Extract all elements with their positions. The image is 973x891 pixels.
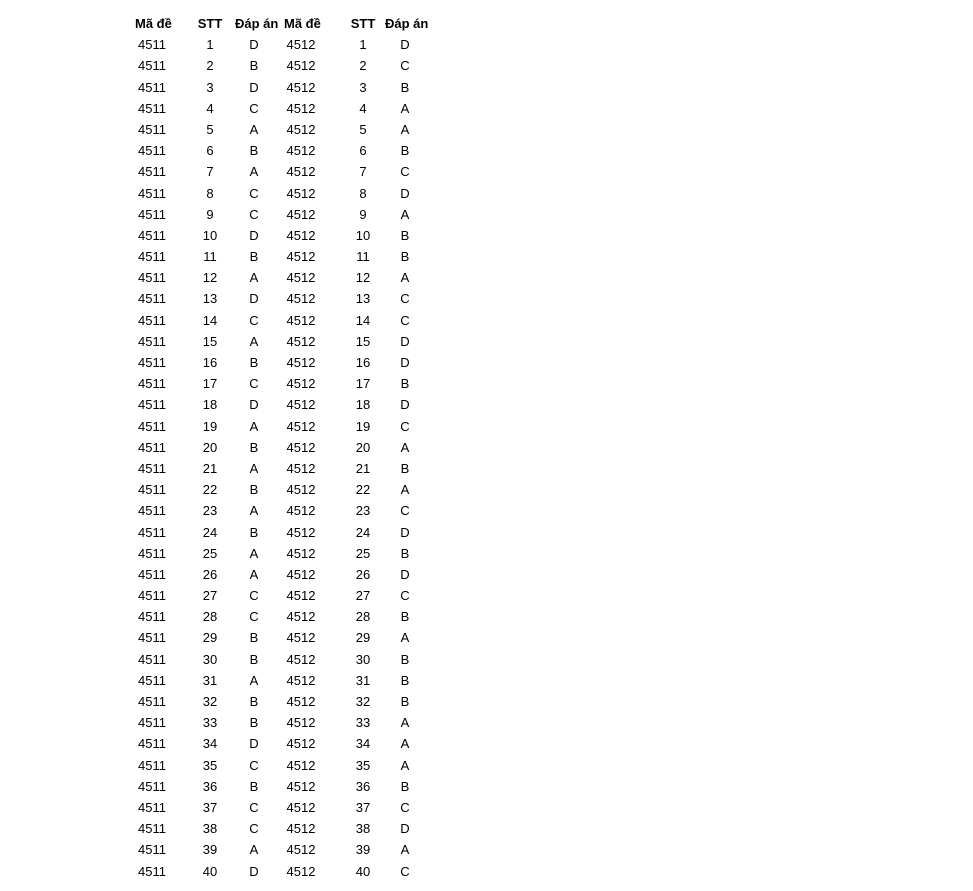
table-row	[130, 839, 430, 860]
table-row	[130, 543, 430, 564]
table-row	[130, 416, 430, 437]
number-cell: 37	[202, 799, 218, 815]
exam-code-cell: 4512	[286, 37, 316, 53]
exam-code-cell: 4512	[286, 333, 316, 349]
answer-cell: A	[400, 121, 410, 137]
exam-code-cell: 4511	[138, 333, 166, 349]
answer-cell: B	[400, 694, 410, 709]
table-row	[130, 204, 430, 225]
table-row	[130, 670, 430, 691]
exam-code-cell: 4511	[138, 545, 166, 561]
header-answer-1: Đáp án	[235, 16, 279, 31]
answer-cell: C	[249, 185, 259, 201]
answer-cell: A	[249, 270, 259, 286]
exam-code-cell: 4511	[138, 503, 166, 519]
answer-cell: B	[249, 482, 259, 498]
table-row	[130, 585, 430, 606]
exam-code-cell: 4511	[138, 799, 166, 815]
answer-cell: B	[400, 249, 410, 265]
exam-code-cell: 4511	[138, 778, 166, 794]
answer-cell: C	[400, 799, 410, 815]
exam-code-cell: 4511	[138, 249, 166, 265]
number-cell: 6	[206, 143, 214, 159]
number-cell: 19	[355, 418, 371, 434]
answer-cell: A	[400, 270, 410, 286]
answer-cell: B	[400, 143, 410, 159]
table-row	[130, 458, 430, 479]
number-cell: 36	[202, 778, 218, 794]
table-row	[130, 331, 430, 352]
number-cell: 3	[359, 79, 367, 95]
table-row	[130, 77, 430, 98]
table-row	[130, 288, 430, 309]
number-cell: 13	[202, 291, 218, 307]
exam-code-cell: 4511	[138, 630, 166, 646]
number-cell: 11	[203, 249, 217, 265]
table-row	[130, 818, 430, 839]
number-cell: 5	[206, 121, 214, 137]
number-cell: 21	[355, 460, 371, 476]
table-row	[130, 564, 430, 585]
answer-cell: A	[400, 630, 410, 646]
exam-code-cell: 4512	[286, 397, 316, 413]
number-cell: 12	[202, 270, 218, 286]
number-cell: 2	[206, 58, 214, 74]
number-cell: 30	[202, 651, 218, 667]
number-cell: 4	[359, 100, 367, 116]
exam-code-cell: 4511	[138, 524, 166, 540]
answer-cell: B	[400, 651, 410, 667]
answer-cell: C	[249, 312, 259, 328]
table-row	[130, 649, 430, 670]
exam-code-cell: 4511	[138, 842, 166, 858]
header-row	[130, 13, 430, 34]
answer-cell: A	[400, 206, 410, 222]
exam-code-cell: 4512	[286, 270, 316, 286]
exam-code-cell: 4511	[138, 609, 166, 625]
number-cell: 39	[355, 842, 371, 858]
answer-cell: B	[400, 545, 410, 561]
exam-code-cell: 4512	[286, 799, 316, 815]
table-row	[130, 776, 430, 797]
number-cell: 15	[355, 333, 371, 349]
exam-code-cell: 4511	[138, 482, 166, 498]
number-cell: 21	[202, 460, 218, 476]
number-cell: 32	[202, 694, 218, 709]
answer-cell: A	[400, 100, 410, 116]
number-cell: 22	[202, 482, 218, 498]
exam-code-cell: 4511	[138, 270, 166, 286]
answer-rows	[130, 34, 430, 882]
exam-code-cell: 4512	[286, 524, 316, 540]
exam-code-cell: 4511	[138, 355, 166, 370]
exam-code-cell: 4512	[286, 778, 316, 794]
table-row	[130, 861, 430, 882]
exam-code-cell: 4512	[286, 842, 316, 858]
number-cell: 35	[355, 757, 371, 773]
exam-code-cell: 4511	[138, 227, 166, 243]
number-cell: 15	[202, 333, 218, 349]
number-cell: 4	[206, 100, 214, 116]
number-cell: 29	[355, 630, 371, 646]
answer-cell: C	[249, 588, 259, 604]
table-row	[130, 246, 430, 267]
answer-cell: A	[249, 418, 259, 434]
exam-code-cell: 4512	[286, 863, 316, 879]
exam-code-cell: 4512	[286, 100, 316, 116]
number-cell: 20	[355, 439, 371, 455]
answer-cell: C	[249, 206, 259, 222]
exam-code-cell: 4511	[138, 672, 166, 688]
exam-code-cell: 4512	[286, 672, 316, 688]
answer-cell: A	[249, 503, 259, 519]
answer-cell: A	[249, 121, 259, 137]
answer-key-sheet	[130, 13, 430, 882]
answer-cell: C	[249, 757, 259, 773]
answer-cell: B	[249, 439, 259, 455]
answer-cell: B	[249, 694, 259, 709]
table-row	[130, 479, 430, 500]
exam-code-cell: 4512	[286, 566, 316, 582]
exam-code-cell: 4512	[286, 736, 316, 752]
exam-code-cell: 4512	[286, 757, 316, 773]
exam-code-cell: 4512	[286, 651, 316, 667]
exam-code-cell: 4511	[138, 185, 166, 201]
answer-cell: C	[400, 418, 410, 434]
exam-code-cell: 4511	[138, 439, 166, 455]
answer-cell: D	[249, 863, 259, 879]
answer-cell: C	[249, 376, 259, 392]
number-cell: 1	[359, 37, 367, 53]
exam-code-cell: 4511	[138, 376, 166, 392]
number-cell: 28	[355, 609, 371, 625]
number-cell: 28	[202, 609, 218, 625]
answer-cell: A	[249, 566, 259, 582]
number-cell: 34	[202, 736, 218, 752]
number-cell: 31	[202, 672, 218, 688]
exam-code-cell: 4512	[286, 79, 316, 95]
number-cell: 29	[202, 630, 218, 646]
number-cell: 8	[359, 185, 367, 201]
answer-cell: D	[249, 79, 259, 95]
number-cell: 10	[355, 227, 371, 243]
table-row	[130, 712, 430, 733]
table-row	[130, 500, 430, 521]
exam-code-cell: 4511	[138, 100, 166, 116]
exam-code-cell: 4511	[138, 651, 166, 667]
answer-cell: A	[400, 439, 410, 455]
answer-cell: C	[400, 588, 410, 604]
table-row	[130, 119, 430, 140]
exam-code-cell: 4511	[138, 312, 166, 328]
answer-cell: A	[400, 842, 410, 858]
exam-code-cell: 4511	[138, 397, 166, 413]
answer-cell: C	[400, 863, 410, 879]
exam-code-cell: 4512	[286, 821, 316, 837]
answer-cell: B	[249, 249, 259, 265]
number-cell: 12	[355, 270, 371, 286]
number-cell: 5	[359, 121, 367, 137]
table-row	[130, 98, 430, 119]
answer-cell: A	[400, 736, 410, 752]
number-cell: 17	[355, 376, 371, 392]
table-row	[130, 161, 430, 182]
exam-code-cell: 4511	[138, 736, 166, 752]
answer-cell: C	[249, 609, 259, 625]
answer-cell: A	[249, 333, 259, 349]
answer-cell: A	[249, 545, 259, 561]
number-cell: 38	[202, 821, 218, 837]
number-cell: 26	[355, 566, 371, 582]
number-cell: 1	[206, 37, 214, 53]
number-cell: 27	[202, 588, 218, 604]
answer-cell: D	[249, 227, 259, 243]
number-cell: 33	[355, 715, 371, 731]
table-row	[130, 606, 430, 627]
answer-cell: B	[400, 672, 410, 688]
exam-code-cell: 4511	[138, 206, 166, 222]
answer-cell: C	[249, 100, 259, 116]
answer-cell: A	[249, 842, 259, 858]
number-cell: 6	[359, 143, 367, 159]
answer-cell: B	[249, 355, 259, 370]
number-cell: 13	[355, 291, 371, 307]
number-cell: 31	[355, 672, 371, 688]
number-cell: 24	[355, 524, 371, 540]
number-cell: 25	[355, 545, 371, 561]
answer-cell: C	[400, 58, 410, 74]
answer-cell: D	[400, 821, 410, 837]
header-number-2: STT	[350, 16, 376, 31]
answer-cell: D	[249, 37, 259, 53]
answer-cell: D	[400, 524, 410, 540]
exam-code-cell: 4512	[286, 439, 316, 455]
exam-code-cell: 4511	[138, 418, 166, 434]
number-cell: 39	[202, 842, 218, 858]
answer-cell: D	[400, 355, 410, 370]
exam-code-cell: 4512	[286, 460, 316, 476]
table-row	[130, 522, 430, 543]
table-row	[130, 373, 430, 394]
header-exam-code-2: Mã đề	[284, 16, 321, 31]
answer-cell: D	[249, 291, 259, 307]
table-row	[130, 797, 430, 818]
answer-cell: D	[400, 37, 410, 53]
exam-code-cell: 4512	[286, 121, 316, 137]
answer-cell: B	[400, 460, 410, 476]
answer-cell: D	[400, 185, 410, 201]
number-cell: 30	[355, 651, 371, 667]
exam-code-cell: 4511	[138, 58, 166, 74]
number-cell: 19	[202, 418, 218, 434]
exam-code-cell: 4511	[138, 79, 166, 95]
answer-cell: C	[400, 312, 410, 328]
answer-cell: B	[249, 778, 259, 794]
answer-cell: B	[249, 143, 259, 159]
answer-cell: A	[400, 482, 410, 498]
exam-code-cell: 4512	[286, 630, 316, 646]
exam-code-cell: 4512	[286, 715, 316, 731]
exam-code-cell: 4512	[286, 143, 316, 159]
answer-cell: C	[400, 164, 410, 180]
table-row	[130, 34, 430, 55]
exam-code-cell: 4512	[286, 418, 316, 434]
number-cell: 17	[202, 376, 218, 392]
number-cell: 7	[206, 164, 214, 180]
table-row	[130, 691, 430, 712]
number-cell: 33	[202, 715, 218, 731]
number-cell: 24	[202, 524, 218, 540]
number-cell: 32	[355, 694, 371, 709]
answer-cell: D	[400, 333, 410, 349]
exam-code-cell: 4512	[286, 58, 316, 74]
exam-code-cell: 4512	[286, 227, 316, 243]
exam-code-cell: 4511	[138, 757, 166, 773]
header-number-1: STT	[197, 16, 223, 31]
number-cell: 38	[355, 821, 371, 837]
table-row	[130, 310, 430, 331]
exam-code-cell: 4512	[286, 609, 316, 625]
table-row	[130, 733, 430, 754]
table-row	[130, 437, 430, 458]
number-cell: 20	[202, 439, 218, 455]
table-row	[130, 755, 430, 776]
number-cell: 7	[359, 164, 367, 180]
table-row	[130, 394, 430, 415]
exam-code-cell: 4512	[286, 588, 316, 604]
exam-code-cell: 4512	[286, 206, 316, 222]
number-cell: 16	[202, 355, 218, 370]
header-answer-2: Đáp án	[385, 16, 429, 31]
exam-code-cell: 4511	[138, 821, 166, 837]
header-exam-code-1: Mã đề	[135, 16, 172, 31]
number-cell: 23	[355, 503, 371, 519]
answer-cell: B	[249, 524, 259, 540]
exam-code-cell: 4512	[286, 312, 316, 328]
number-cell: 25	[202, 545, 218, 561]
number-cell: 35	[202, 757, 218, 773]
answer-cell: B	[249, 58, 259, 74]
exam-code-cell: 4512	[286, 694, 316, 709]
answer-cell: B	[400, 376, 410, 392]
number-cell: 2	[359, 58, 367, 74]
number-cell: 40	[202, 863, 218, 879]
table-row	[130, 352, 430, 373]
exam-code-cell: 4511	[138, 588, 166, 604]
answer-cell: B	[400, 227, 410, 243]
exam-code-cell: 4512	[286, 249, 316, 265]
answer-cell: C	[249, 821, 259, 837]
number-cell: 27	[355, 588, 371, 604]
answer-cell: D	[400, 566, 410, 582]
exam-code-cell: 4512	[286, 355, 316, 370]
number-cell: 14	[355, 312, 371, 328]
table-row	[130, 267, 430, 288]
answer-cell: A	[249, 672, 259, 688]
answer-cell: A	[249, 460, 259, 476]
exam-code-cell: 4512	[286, 482, 316, 498]
answer-cell: D	[249, 397, 259, 413]
exam-code-cell: 4511	[138, 566, 166, 582]
number-cell: 9	[206, 206, 214, 222]
table-row	[130, 140, 430, 161]
number-cell: 16	[355, 355, 371, 370]
exam-code-cell: 4511	[138, 291, 166, 307]
number-cell: 26	[202, 566, 218, 582]
exam-code-cell: 4511	[138, 863, 166, 879]
exam-code-cell: 4511	[138, 460, 166, 476]
answer-cell: B	[249, 630, 259, 646]
number-cell: 40	[355, 863, 371, 879]
exam-code-cell: 4511	[138, 143, 166, 159]
number-cell: 14	[202, 312, 218, 328]
exam-code-cell: 4511	[138, 715, 166, 731]
answer-cell: B	[400, 79, 410, 95]
answer-cell: C	[249, 799, 259, 815]
answer-cell: A	[400, 715, 410, 731]
table-row	[130, 627, 430, 648]
number-cell: 8	[206, 185, 214, 201]
answer-cell: B	[400, 609, 410, 625]
exam-code-cell: 4512	[286, 503, 316, 519]
number-cell: 10	[202, 227, 218, 243]
answer-cell: A	[400, 757, 410, 773]
exam-code-cell: 4511	[138, 164, 166, 180]
exam-code-cell: 4512	[286, 545, 316, 561]
answer-cell: D	[400, 397, 410, 413]
exam-code-cell: 4512	[286, 291, 316, 307]
answer-cell: B	[249, 715, 259, 731]
answer-cell: B	[249, 651, 259, 667]
answer-cell: A	[249, 164, 259, 180]
exam-code-cell: 4512	[286, 376, 316, 392]
table-row	[130, 55, 430, 76]
table-row	[130, 183, 430, 204]
number-cell: 23	[202, 503, 218, 519]
answer-cell: D	[249, 736, 259, 752]
number-cell: 34	[355, 736, 371, 752]
exam-code-cell: 4511	[138, 694, 166, 709]
number-cell: 9	[359, 206, 367, 222]
number-cell: 18	[202, 397, 218, 413]
answer-cell: C	[400, 291, 410, 307]
number-cell: 11	[356, 249, 370, 265]
answer-cell: C	[400, 503, 410, 519]
table-row	[130, 225, 430, 246]
exam-code-cell: 4511	[138, 37, 166, 53]
number-cell: 37	[355, 799, 371, 815]
exam-code-cell: 4512	[286, 185, 316, 201]
number-cell: 22	[355, 482, 371, 498]
number-cell: 18	[355, 397, 371, 413]
exam-code-cell: 4511	[138, 121, 166, 137]
number-cell: 36	[355, 778, 371, 794]
exam-code-cell: 4512	[286, 164, 316, 180]
answer-cell: B	[400, 778, 410, 794]
number-cell: 3	[206, 79, 214, 95]
